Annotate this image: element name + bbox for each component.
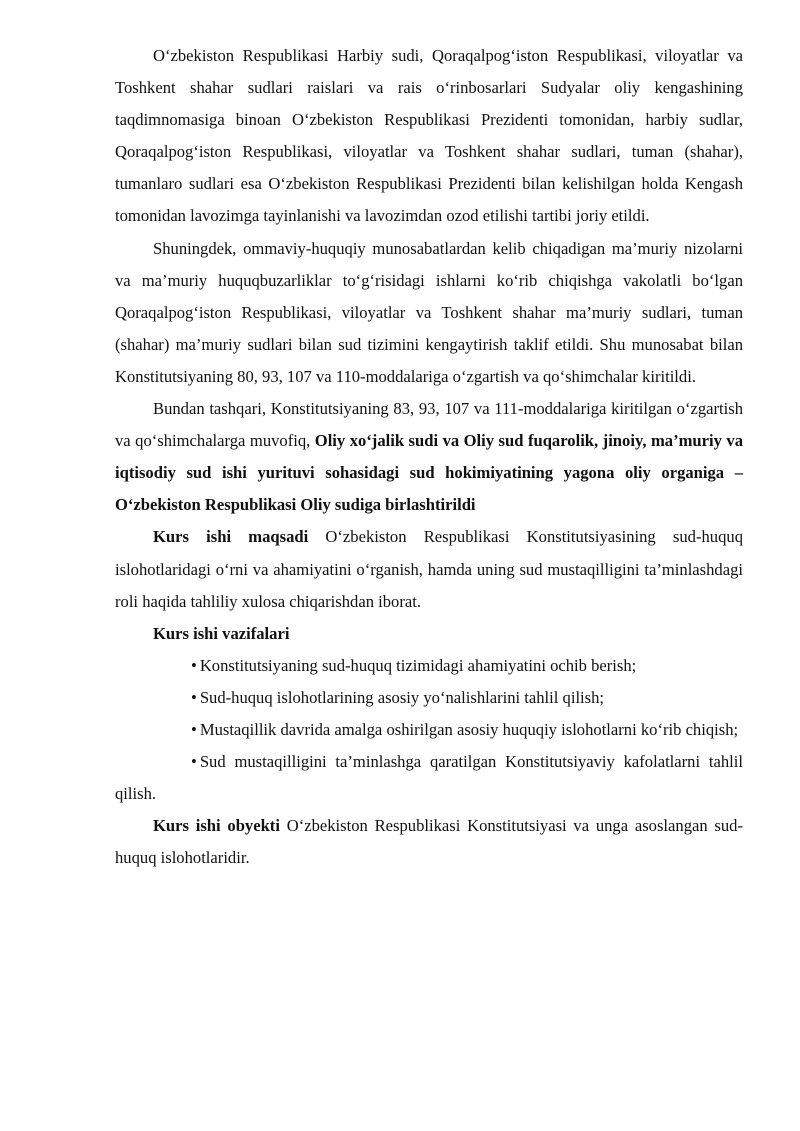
task-item xyxy=(115,714,743,746)
paragraph-administrative-courts: Shuningdek, ommaviy-huquqiy munosabatlardan kelib chiqadigan ma’muriy nizolarni va ma’muriy huquqbuzarliklar to‘g‘risidagi ishlarni ko‘rib chiqishga vakolatli bo‘lgan Qoraqalpog‘iston Respublikasi, viloyatlar va Toshkent shahar ma’muriy sudlari, tuman (shahar) ma’muriy sudlari bilan sud tizimini kengaytirish taklif etildi. Shu munosabat bilan Konstitutsiyaning 80, 93, 107 va 110-moddalariga o‘zgartish va qo‘shimchalar kiritildi. xyxy=(115,238,743,386)
task-text: Konstitutsiyaning sud-huquq tizimidagi ahamiyatini ochib berish; xyxy=(199,655,637,675)
paragraph-supreme-court-merge xyxy=(115,393,743,521)
tasks-heading: Kurs ishi vazifalari xyxy=(153,623,290,643)
document-page xyxy=(115,40,743,874)
task-item xyxy=(115,682,743,714)
paragraph-course-object xyxy=(115,810,743,874)
course-object-label: Kurs ishi obyekti xyxy=(153,816,280,836)
paragraph-judges-appointment: O‘zbekiston Respublikasi Harbiy sudi, Qoraqalpog‘iston Respublikasi, viloyatlar va Toshkent shahar sudlari raislari va rais o‘rinbosarlari Sudyalar oliy kengashining taqdimnomasiga binoan O‘zbekiston Respublikasi Prezidenti tomonidan, harbiy sudlar, Qoraqalpog‘iston Respublikasi, viloyatlar va Toshkent shahar sudlari, tuman (shahar), tumanlaro sudlari esa O‘zbekiston Respublikasi Prezidenti bilan kelishilgan holda Kengash tomonidan lavozimga tayinlanishi va lavozimdan ozod etilishi tartibi joriy etildi. xyxy=(115,46,743,226)
course-goal-label: Kurs ishi maqsadi xyxy=(153,527,309,547)
task-item xyxy=(115,746,743,810)
bullet-icon: • xyxy=(191,752,197,772)
merge-intro-text: Bundan tashqari, Konstitutsiyaning 83, 93, 107 va 111-moddalariga kiritilgan o‘zgartish va qo‘shimchalarga muvofiq, xyxy=(115,399,743,451)
bullet-icon: • xyxy=(191,655,197,675)
task-text: Sud mustaqilligini ta’minlashga qaratilgan Konstitutsiyaviy kafolatlarni tahlil qilish. xyxy=(115,752,743,804)
task-item xyxy=(115,650,743,682)
bullet-icon: • xyxy=(191,687,197,707)
paragraph-course-goal xyxy=(115,521,743,617)
task-text: Mustaqillik davrida amalga oshirilgan asosiy huquqiy islohotlarni ko‘rib chiqish; xyxy=(199,719,739,739)
task-text: Sud-huquq islohotlarining asosiy yo‘nalishlarini tahlil qilish; xyxy=(199,687,605,707)
course-goal-text: O‘zbekiston Respublikasi Konstitutsiyasining sud-huquq islohotlaridagi o‘rni va ahamiyatini o‘rganish, hamda uning sud mustaqilligini ta’minlashdagi roli haqida tahliliy xulosa chiqarishdan iborat. xyxy=(115,527,743,611)
merge-bold-text: Oliy xo‘jalik sudi va Oliy sud fuqarolik, jinoiy, ma’muriy va iqtisodiy sud ishi yurituvi sohasidagi sud hokimiyatining yagona oliy organiga – O‘zbekiston Respublikasi Oliy sudiga birlashtirildi xyxy=(115,431,743,515)
bullet-icon: • xyxy=(191,719,197,739)
course-object-text: O‘zbekiston Respublikasi Konstitutsiyasi va unga asoslangan sud-huquq islohotlaridir. xyxy=(115,816,744,868)
